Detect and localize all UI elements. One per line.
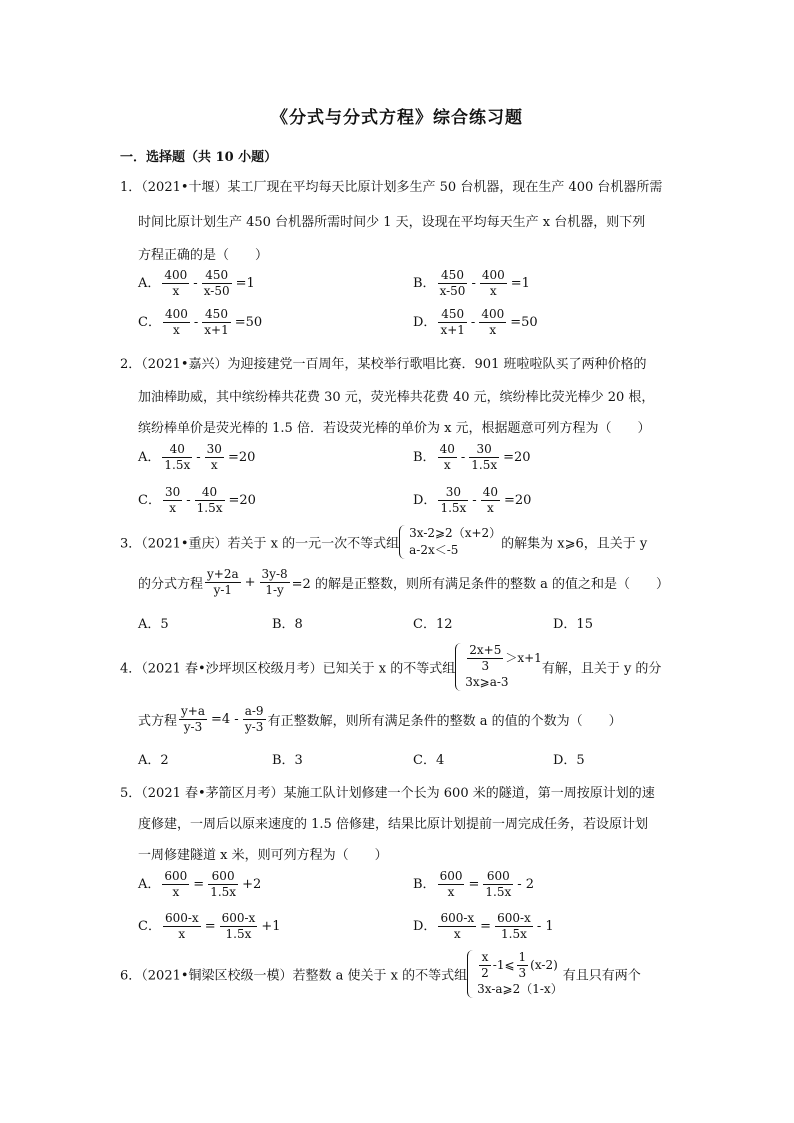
option-label: C． (138, 919, 161, 934)
fraction: $\frac{y+2a}{y-1}$ (207, 567, 239, 597)
q3-option-c: C．12 (413, 617, 453, 632)
fraction: $\frac{450}{x+1}$ (440, 307, 465, 337)
option-label: D． (413, 493, 437, 508)
q2-option-b: B． $\frac{40}{x}$ - $\frac{30}{1.5x}$ =20 (413, 442, 531, 472)
q1-option-c: C． $\frac{400}{x}$ - $\frac{450}{x+1}$ =50 (138, 307, 263, 337)
q5-line2: 度修建，一周后以原来速度的 1.5 倍修建，结果比原计划提前一周完成任务，若设原计划 (138, 817, 648, 832)
q5-option-d: D． $\frac{600-x}{x}$ = $\frac{600-x}{1.5x}$ - 1 (413, 911, 554, 941)
inequality-system: $\frac{x}{2}$ -1⩽ $\frac{1}{3}$ (x-2) 3x-a⩾2（1-x） (467, 950, 563, 998)
fraction: $\frac{600-x}{1.5x}$ (497, 911, 531, 941)
inequality-system: 3x-2⩾2（x+2） a-2x＜-5 (399, 525, 501, 559)
fraction: $\frac{30}{x}$ (164, 485, 181, 515)
q3-line1: 3．（2021•重庆）若关于 x 的一元一次不等式组 3x-2⩾2（x+2） a-2x＜-5 的解集为 x⩾6，且关于 y (120, 526, 648, 557)
fraction: $\frac{30}{x}$ (206, 442, 222, 472)
q3-option-a: A．5 (138, 617, 169, 632)
q5-option-a: A． $\frac{600}{x}$ = $\frac{600}{1.5x}$ +2 (138, 869, 262, 899)
fraction: $\frac{450}{x-50}$ (439, 268, 466, 298)
brace-icon (467, 950, 476, 998)
fraction: $\frac{30}{1.5x}$ (440, 485, 467, 515)
fraction: $\frac{1}{3}$ (518, 950, 527, 980)
fraction: $\frac{400}{x}$ (164, 307, 188, 337)
fraction: $\frac{450}{x-50}$ (203, 268, 230, 298)
fraction: $\frac{600}{1.5x}$ (210, 869, 237, 899)
fraction: $\frac{400}{x}$ (481, 268, 505, 298)
fraction: $\frac{3y-8}{1-y}$ (261, 567, 288, 597)
q2-line1: 2．（2021•嘉兴）为迎接建党一百周年，某校举行歌唱比赛．901 班啦啦队买了两种价格的 (120, 357, 647, 372)
fraction: $\frac{400}{x}$ (164, 268, 188, 298)
q4-line2: 式方程 $\frac{y+a}{y-3}$ =4 - $\frac{a-9}{y-3}$ 有正整数解，则所有满足条件的整数 a 的值的个数为（ ） (138, 704, 622, 734)
fraction: $\frac{600-x}{x}$ (440, 911, 475, 941)
fraction: $\frac{40}{1.5x}$ (196, 485, 223, 515)
fraction: $\frac{600}{1.5x}$ (485, 869, 512, 899)
fraction: $\frac{600-x}{1.5x}$ (221, 911, 256, 941)
fraction: $\frac{2x+5}{3}$ (469, 643, 502, 673)
q2-option-c: C． $\frac{30}{x}$ - $\frac{40}{1.5x}$ =20 (138, 485, 256, 515)
q6-line1: 6．（2021•铜梁区校级一模）若整数 a 使关于 x 的不等式组 $\frac{x}{2}$ -1⩽ $\frac{1}{3}$ (x-2) 3x-a⩾2（1-x） 有且只有两个 (120, 950, 641, 996)
option-label: A． (138, 276, 161, 291)
fraction: $\frac{a-9}{y-3}$ (244, 704, 264, 734)
fraction: $\frac{30}{1.5x}$ (471, 442, 498, 472)
page-title: 《分式与分式方程》综合练习题 (271, 108, 523, 128)
fraction: $\frac{40}{x}$ (439, 442, 455, 472)
option-label: B． (413, 877, 436, 892)
option-label: D． (413, 315, 437, 330)
fraction: $\frac{600-x}{x}$ (164, 911, 199, 941)
fraction: $\frac{600}{x}$ (439, 869, 463, 899)
q4-line1: 4．（2021 春•沙坪坝区校级月考）已知关于 x 的不等式组 $\frac{2x+5}{3}$ ＞x+1 3x⩾a-3 有解，且关于 y 的分 (120, 643, 662, 689)
q4-option-b: B．3 (272, 753, 303, 768)
q4-option-a: A．2 (138, 753, 169, 768)
fraction: $\frac{40}{x}$ (482, 485, 498, 515)
q4-option-c: C．4 (413, 753, 445, 768)
brace-icon (399, 525, 408, 559)
option-label: A． (138, 450, 161, 465)
q3-option-b: B．8 (272, 617, 303, 632)
option-label: C． (138, 315, 161, 330)
fraction: $\frac{y+a}{y-3}$ (181, 704, 206, 734)
option-label: D． (413, 919, 437, 934)
q2-line2: 加油棒助威，其中缤纷棒共花费 30 元，荧光棒共花费 40 元，缤纷棒比荧光棒少 20 根， (138, 390, 655, 405)
fraction: $\frac{x}{2}$ (481, 950, 489, 980)
q1-option-b: B． $\frac{450}{x-50}$ - $\frac{400}{x}$ =1 (413, 268, 530, 298)
section-heading: 一．选择题（共 10 小题） (120, 150, 278, 165)
option-label: C． (138, 493, 161, 508)
fraction: $\frac{600}{x}$ (164, 869, 188, 899)
q5-option-c: C． $\frac{600-x}{x}$ = $\frac{600-x}{1.5x}$ +1 (138, 911, 281, 941)
q3-option-d: D．15 (553, 617, 593, 632)
q5-line3: 一周修建隧道 x 米，则可列方程为（ ） (138, 848, 388, 863)
q2-option-d: D． $\frac{30}{1.5x}$ - $\frac{40}{x}$ =20 (413, 485, 532, 515)
q1-line1: 1．（2021•十堰）某工厂现在平均每天比原计划多生产 50 台机器，现在生产 400 台机器所需 (120, 180, 663, 195)
brace-icon (455, 643, 464, 691)
q1-line3: 方程正确的是（ ） (138, 248, 269, 263)
q5-line1: 5．（2021 春•茅箭区月考）某施工队计划修建一个长为 600 米的隧道，第一周按原计划的速 (120, 786, 655, 801)
q2-line3: 缤纷棒单价是荧光棒的 1.5 倍．若设荧光棒的单价为 x 元，根据题意可列方程为（ ） (138, 421, 651, 436)
fraction: $\frac{40}{1.5x}$ (164, 442, 191, 472)
option-label: A． (138, 877, 161, 892)
fraction: $\frac{450}{x+1}$ (204, 307, 229, 337)
q1-option-d: D． $\frac{450}{x+1}$ - $\frac{400}{x}$ =50 (413, 307, 538, 337)
q3-line2: 的分式方程 $\frac{y+2a}{y-1}$ + $\frac{3y-8}{1-y}$ =2 的解是正整数，则所有满足条件的整数 a 的值之和是（ ） (138, 567, 669, 597)
fraction: $\frac{400}{x}$ (481, 307, 505, 337)
option-label: B． (413, 450, 436, 465)
q1-line2: 时间比原计划生产 450 台机器所需时间少 1 天，设现在平均每天生产 x 台机器，则下列 (138, 215, 646, 230)
q4-option-d: D．5 (553, 753, 585, 768)
option-label: B． (413, 276, 436, 291)
q2-option-a: A． $\frac{40}{1.5x}$ - $\frac{30}{x}$ =20 (138, 442, 256, 472)
q1-option-a: A． $\frac{400}{x}$ - $\frac{450}{x-50}$ =1 (138, 268, 255, 298)
q5-option-b: B． $\frac{600}{x}$ = $\frac{600}{1.5x}$ - 2 (413, 869, 535, 899)
inequality-system: $\frac{2x+5}{3}$ ＞x+1 3x⩾a-3 (455, 643, 542, 691)
